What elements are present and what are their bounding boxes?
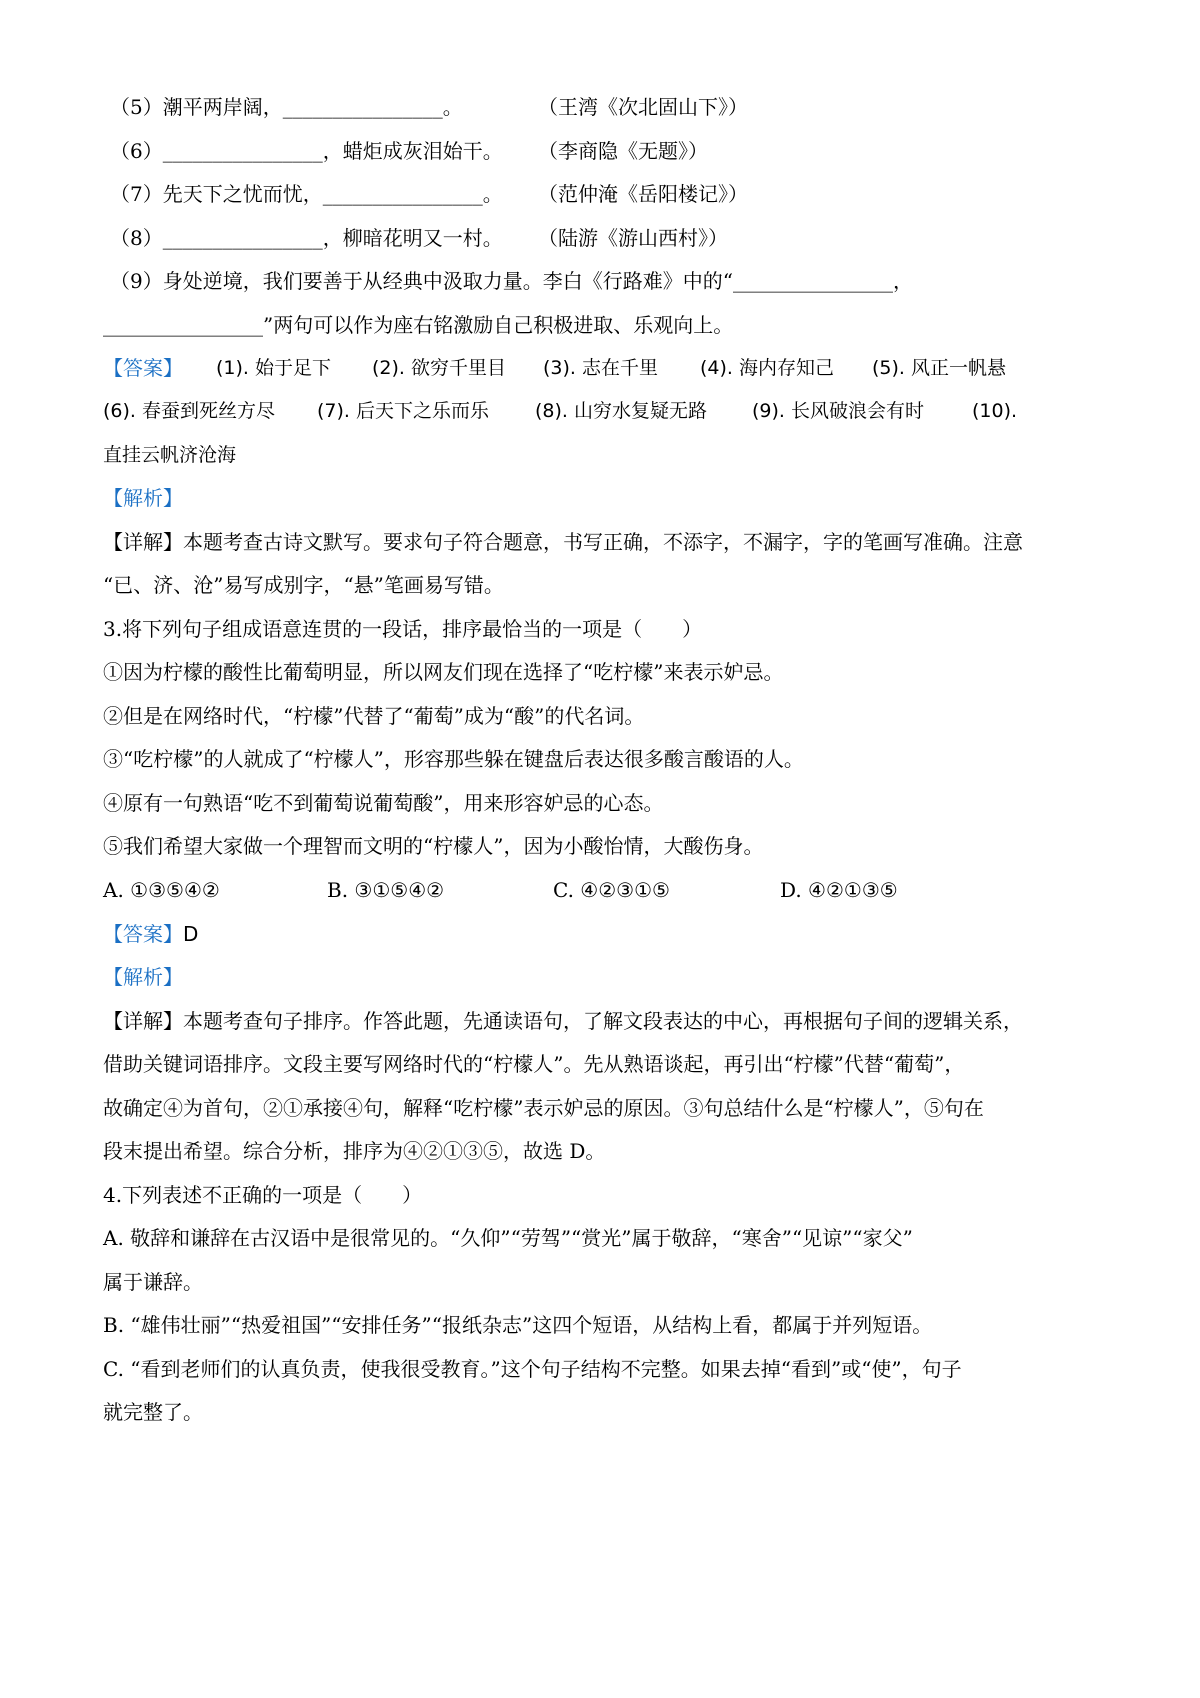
answer-item: (7). 后天下之乐而乐	[317, 400, 489, 422]
q2-detail-line2: “已、济、沧”易写成别字，“悬”笔画易写错。	[103, 573, 504, 597]
q4-stem: 4.下列表述不正确的一项是（ ）	[103, 1183, 423, 1207]
recite-item-6: （6）________________，蜡炬成灰泪始干。	[110, 139, 503, 163]
q3-option-b: B. ③①⑤④②	[327, 878, 445, 902]
recite-source-5: （王湾《次北固山下》）	[538, 95, 748, 119]
q3-detail-line1: 【详解】本题考查句子排序。作答此题，先通读语句，了解文段表达的中心，再根据句子间的逻辑关系，	[103, 1009, 1023, 1033]
q3-stem: 3.将下列句子组成语意连贯的一段话，排序最恰当的一项是（ ）	[103, 617, 703, 641]
answer-item: (9). 长风破浪会有时	[752, 400, 924, 422]
recite-source-6: （李商隐《无题》）	[538, 139, 708, 163]
answer-item: (4). 海内存知己	[700, 357, 834, 379]
analysis-tag: 【解析】	[103, 486, 183, 510]
q2-detail-line1: 【详解】本题考查古诗文默写。要求句子符合题意，书写正确，不添字，不漏字，字的笔画写准确。注意	[103, 530, 1023, 554]
recite-item-9-line1: （9）身处逆境，我们要善于从经典中汲取力量。李白《行路难》中的“________________，	[110, 269, 913, 293]
recite-source-8: （陆游《游山西村》）	[538, 226, 728, 250]
q3-option-c: C. ④②③①⑤	[553, 878, 670, 902]
q4-option-b: B. “雄伟壮丽”“热爱祖国”“安排任务”“报纸杂志”这四个短语，从结构上看，都属于并列短语。	[103, 1313, 933, 1337]
q3-answer: 【答案】D	[103, 922, 199, 946]
answer-item: (8). 山穷水复疑无路	[535, 400, 707, 422]
answer-item: 直挂云帆济沧海	[103, 444, 237, 466]
q3-sentence-3: ③“吃柠檬”的人就成了“柠檬人”，形容那些躲在键盘后表达很多酸言酸语的人。	[103, 747, 804, 771]
q3-option-a: A. ①③⑤④②	[103, 878, 220, 902]
q3-sentence-5: ⑤我们希望大家做一个理智而文明的“柠檬人”，因为小酸怡情，大酸伤身。	[103, 834, 764, 858]
recite-source-7: （范仲淹《岳阳楼记》）	[538, 182, 748, 206]
q4-option-a-line1: A. 敬辞和谦辞在古汉语中是很常见的。“久仰”“劳驾”“赏光”属于敬辞，“寒舍”“见谅”“家父”	[103, 1226, 913, 1250]
q4-option-c-line1: C. “看到老师们的认真负责，使我很受教育。”这个句子结构不完整。如果去掉“看到”或“使”，句子	[103, 1357, 962, 1381]
recite-item-9-line2: ________________”两句可以作为座右铭激励自己积极进取、乐观向上。	[103, 313, 734, 337]
answer-item: (3). 志在千里	[543, 357, 658, 379]
answer-item: (2). 欲穷千里目	[372, 357, 506, 379]
q4-option-a-line2: 属于谦辞。	[103, 1270, 203, 1294]
q4-option-c-line2: 就完整了。	[103, 1400, 203, 1424]
recite-item-5: （5）潮平两岸阔，________________。	[110, 95, 463, 119]
answer-item: (5). 风正一帆悬	[872, 357, 1006, 379]
answer-tag: 【答案】	[103, 356, 183, 380]
q3-analysis-tag: 【解析】	[103, 965, 183, 989]
answer-item: (1). 始于足下	[216, 357, 331, 379]
q3-sentence-1: ①因为柠檬的酸性比葡萄明显，所以网友们现在选择了“吃柠檬”来表示妒忌。	[103, 660, 784, 684]
q3-sentence-4: ④原有一句熟语“吃不到葡萄说葡萄酸”，用来形容妒忌的心态。	[103, 791, 664, 815]
q3-detail-line2: 借助关键词语排序。文段主要写网络时代的“柠檬人”。先从熟语谈起，再引出“柠檬”代替“葡萄”，	[103, 1052, 965, 1076]
q3-sentence-2: ②但是在网络时代，“柠檬”代替了“葡萄”成为“酸”的代名词。	[103, 704, 645, 728]
q3-option-d: D. ④②①③⑤	[780, 878, 898, 902]
q3-detail-line3: 故确定④为首句，②①承接④句，解释“吃柠檬”表示妒忌的原因。③句总结什么是“柠檬人”，⑤句在	[103, 1096, 984, 1120]
answer-item: (6). 春蚕到死丝方尽	[103, 400, 275, 422]
answer-item: (10).	[972, 400, 1018, 422]
q3-detail-line4: 段末提出希望。综合分析，排序为④②①③⑤，故选 D。	[103, 1139, 606, 1163]
recite-item-7: （7）先天下之忧而忧，________________。	[110, 182, 503, 206]
recite-item-8: （8）________________，柳暗花明又一村。	[110, 226, 503, 250]
